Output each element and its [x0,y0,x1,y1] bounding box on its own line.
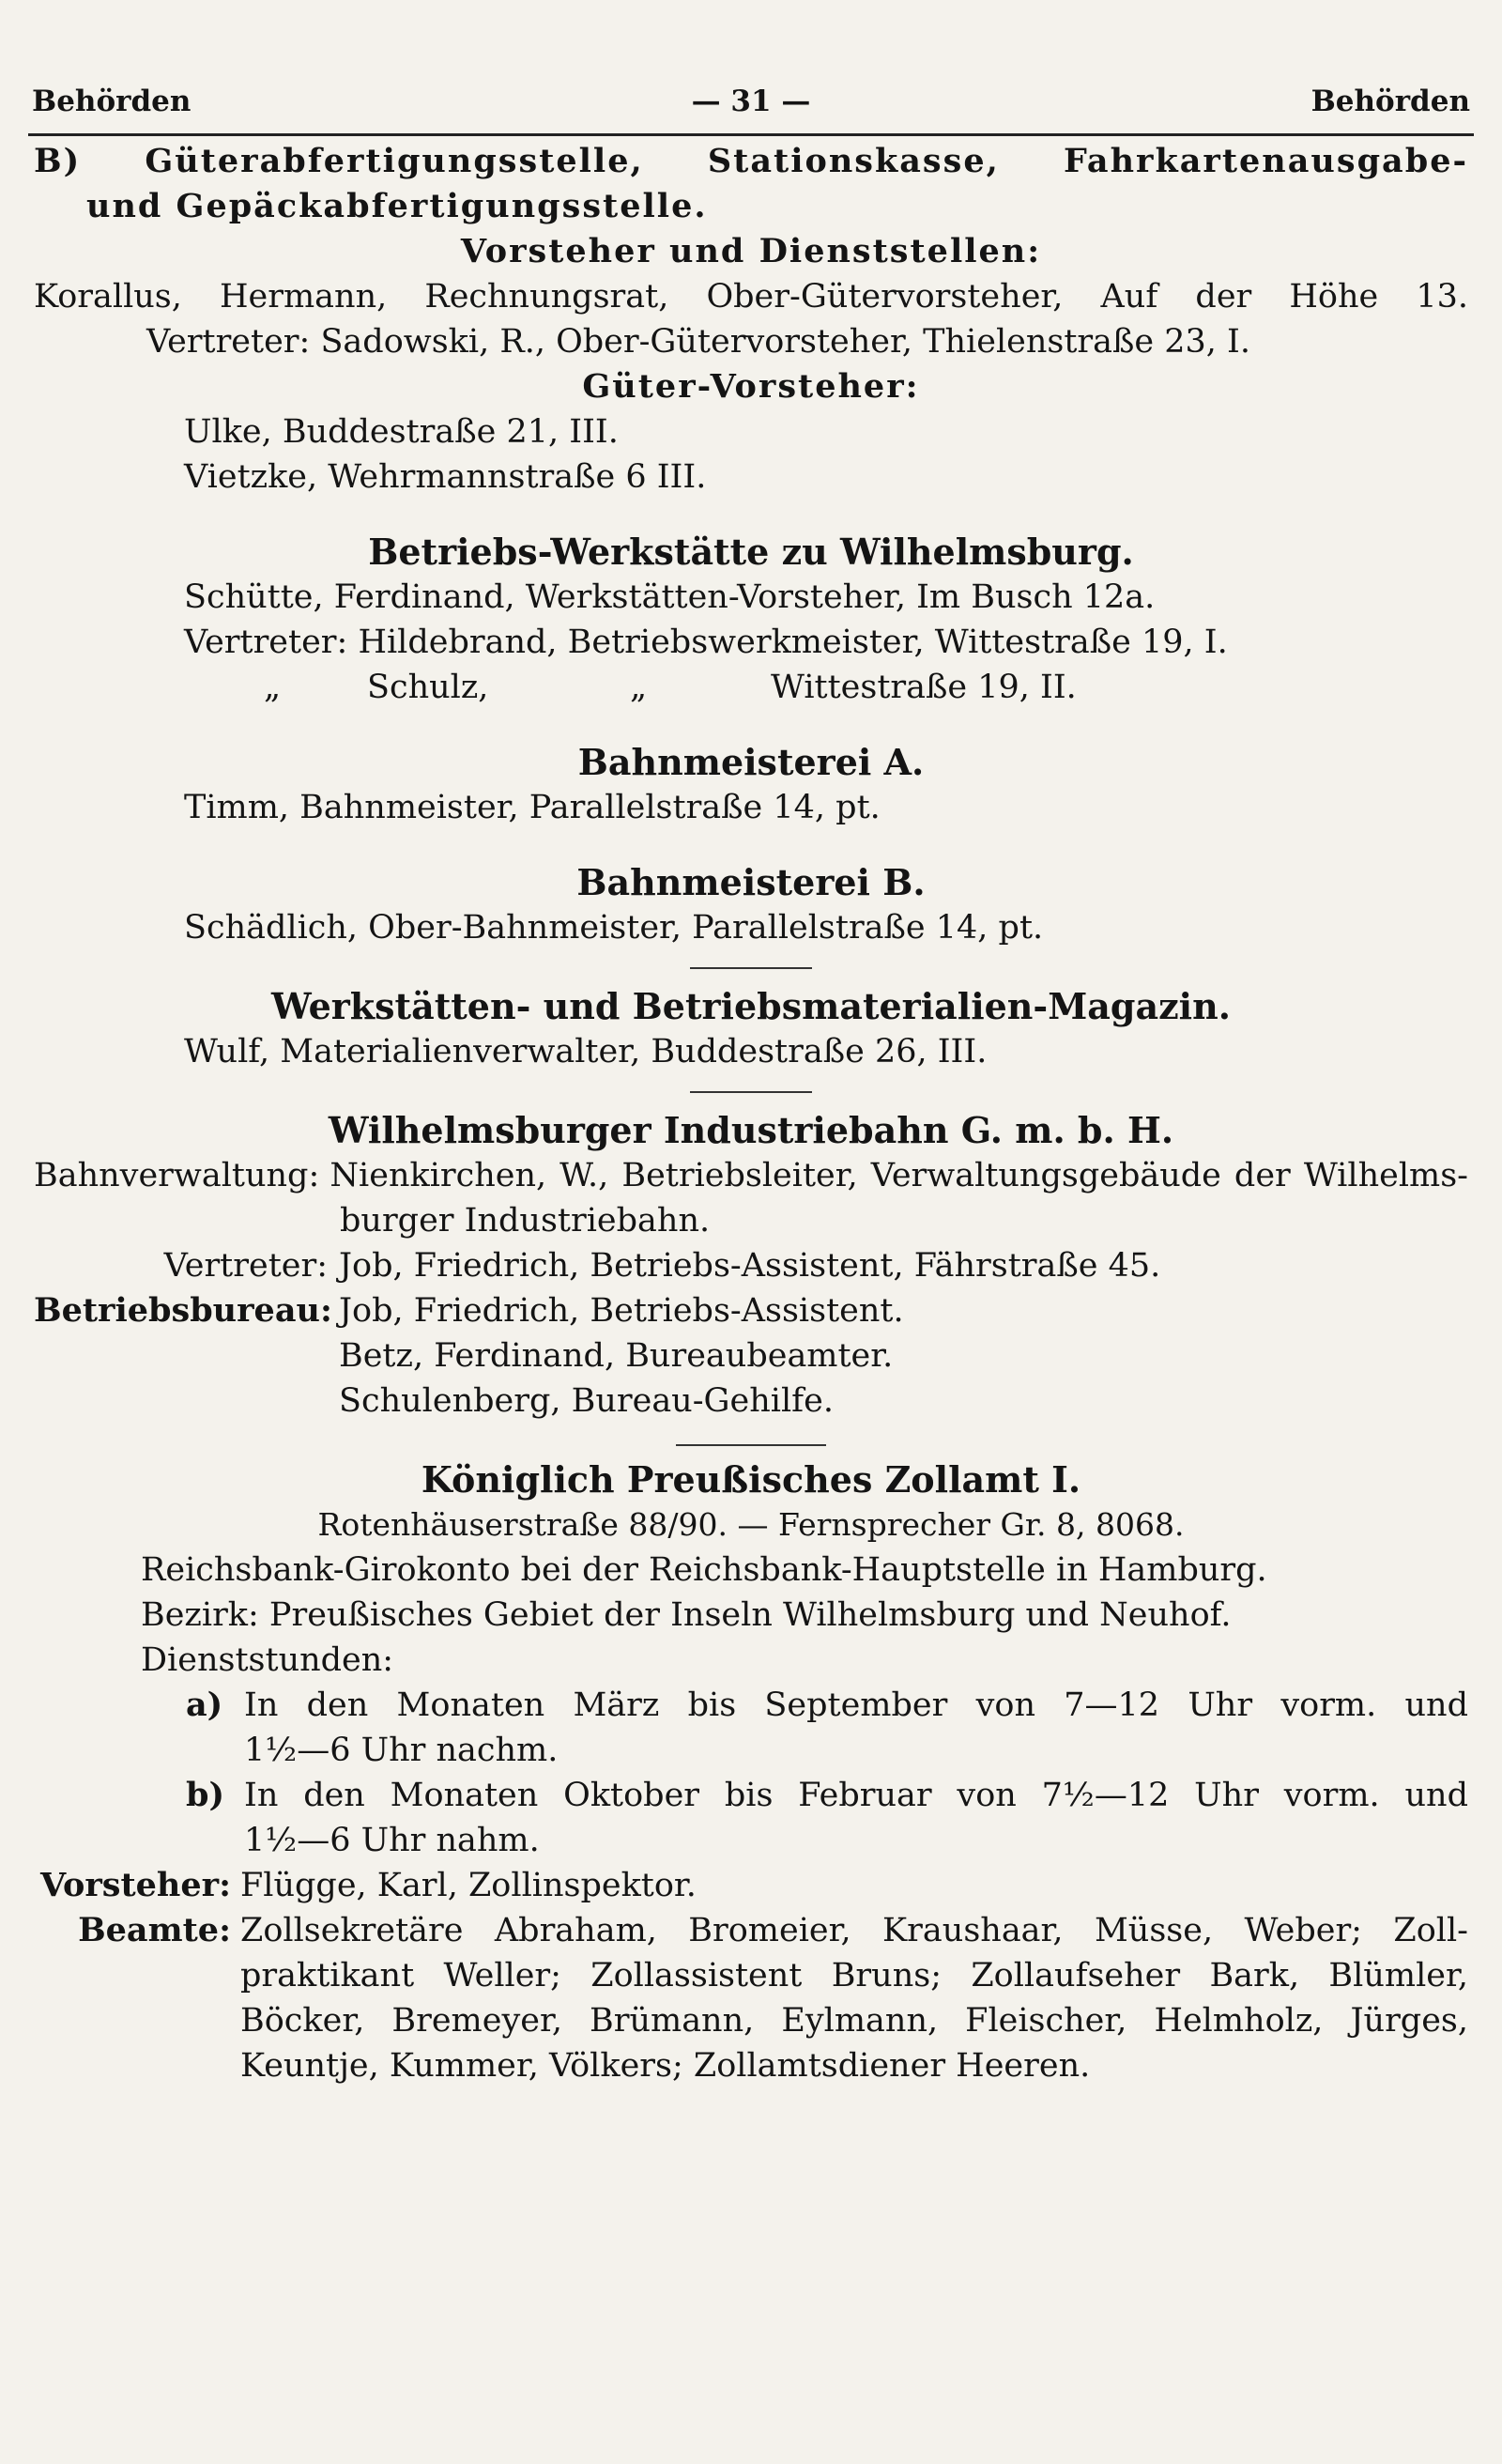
dienst-b-index: b) [186,1776,225,1814]
dienst-a-2: 1½—6 Uhr nachm. [244,1732,559,1769]
bahnmeisterei-a-title: Bahnmeisterei A. [577,741,925,783]
bahnverwaltung-row [34,1153,1468,1198]
header-right: Behörden [1310,85,1470,118]
beamte-4: Keuntje, Kummer, Völkers; Zollamtsdiener Heeren. [240,2047,1091,2085]
page-number: — 31 — [691,85,811,118]
vertreter-row [34,1243,1468,1288]
ditto-mark-2: „ [630,669,648,706]
bahnmeisterei-b-title: Bahnmeisterei B. [576,861,926,903]
industriebahn-title: Wilhelmsburger Industriebahn G. m. b. H. [328,1109,1174,1151]
werkstaette-line-1: Schütte, Ferdinand, Werkstätten-Vorsteher, Im Busch 12a. [184,578,1156,616]
betriebsbureau-1: Job, Friedrich, Betriebs-Assistent. [339,1292,904,1330]
beamte-row [34,1908,1468,1953]
bahnmeisterei-b-line: Schädlich, Ober-Bahnmeister, Parallelstraße 14, pt. [184,909,1044,947]
section-b-title-2: und Gepäckabfertigungsstelle. [86,187,708,225]
section-b-title-1: B) Güterabfertigungsstelle, Stationskasse, Fahrkartenausgabe- [34,142,1468,180]
werkstaette-line-3-name: Schulz, [367,669,489,706]
zollamt-bezirk: Bezirk: Preußisches Gebiet der Inseln Wilhelmsburg und Neuhof. [141,1596,1232,1634]
zollamt-dienststunden: Dienststunden: [141,1641,394,1679]
beamte-2: praktikant Weller; Zollassistent Bruns; Zollaufseher Bark, Blümler, [240,1957,1468,1994]
dienst-b-row [34,1773,1468,1818]
zollamt-title: Königlich Preußisches Zollamt I. [421,1458,1081,1501]
running-header [28,77,1474,130]
dienst-b-2: 1½—6 Uhr nahm. [244,1822,540,1859]
betriebsbureau-row [34,1288,1468,1333]
gueter-vorsteher-1: Ulke, Buddestraße 21, III. [184,413,619,451]
werkstaette-title: Betriebs-Werkstätte zu Wilhelmsburg. [368,531,1134,573]
beamte-label: Beamte: [78,1911,231,1949]
section-b-subhead: Vorsteher und Dienststellen: [460,232,1042,270]
zollamt-address: Rotenhäuserstraße 88/90. — Fernsprecher Gr. 8, 8068. [317,1506,1185,1543]
vorsteher-label: Vorsteher: [40,1866,231,1904]
zollamt-giro: Reichsbank-Girokonto bei der Reichsbank-Hauptstelle in Hamburg. [141,1551,1267,1589]
betriebsbureau-2: Betz, Ferdinand, Bureaubeamter. [339,1337,894,1375]
werkstaette-line-3-addr: Wittestraße 19, II. [771,669,1077,706]
werkstaette-line-3 [34,665,1468,710]
beamte-1: Zollsekretäre Abraham, Bromeier, Kraushaar, Müsse, Weber; Zoll- [240,1912,1468,1949]
dienst-a-index: a) [186,1686,223,1724]
header-left: Behörden [32,85,192,118]
header-rule [28,133,1474,136]
gueter-vorsteher-2: Vietzke, Wehrmannstraße 6 III. [184,458,707,496]
separator-rule [690,967,812,969]
vertreter-label: Vertreter: [163,1247,328,1285]
bahnverwaltung-text-2: burger Industriebahn. [340,1202,711,1240]
section-b-line-2: Vertreter: Sadowski, R., Ober-Gütervorsteher, Thielenstraße 23, I. [146,323,1250,361]
document-body [34,139,1468,2088]
separator-rule [676,1444,826,1446]
betriebsbureau-3: Schulenberg, Bureau-Gehilfe. [339,1382,834,1420]
ditto-mark: „ [264,669,282,706]
bahnverwaltung-text: Nienkirchen, W., Betriebsleiter, Verwaltungsgebäude der Wilhelms- [330,1157,1468,1194]
bahnmeisterei-a-line: Timm, Bahnmeister, Parallelstraße 14, pt. [184,789,881,826]
vorsteher-row [34,1863,1468,1908]
magazin-title: Werkstätten- und Betriebsmaterialien-Magazin. [271,985,1231,1027]
gueter-vorsteher-head: Güter-Vorsteher: [582,367,920,406]
betriebsbureau-label: Betriebsbureau: [34,1291,332,1330]
separator-rule [690,1091,812,1093]
dienst-a-1: In den Monaten März bis September von 7—12 Uhr vorm. und [244,1686,1468,1724]
bahnverwaltung-label: Bahnverwaltung: [34,1157,320,1194]
magazin-line: Wulf, Materialienverwalter, Buddestraße 26, III. [184,1033,988,1070]
vorsteher-text: Flügge, Karl, Zollinspektor. [240,1867,697,1904]
dienst-a-row [34,1683,1468,1728]
beamte-3: Böcker, Bremeyer, Brümann, Eylmann, Fleischer, Helmholz, Jürges, [240,2002,1468,2040]
werkstaette-line-2: Vertreter: Hildebrand, Betriebswerkmeister, Wittestraße 19, I. [184,624,1228,661]
dienst-b-1: In den Monaten Oktober bis Februar von 7½—12 Uhr vorm. und [244,1777,1468,1814]
section-b-line-1: Korallus, Hermann, Rechnungsrat, Ober-Gütervorsteher, Auf der Höhe 13. [34,278,1468,316]
vertreter-text: Job, Friedrich, Betriebs-Assistent, Fährstraße 45. [339,1247,1161,1285]
